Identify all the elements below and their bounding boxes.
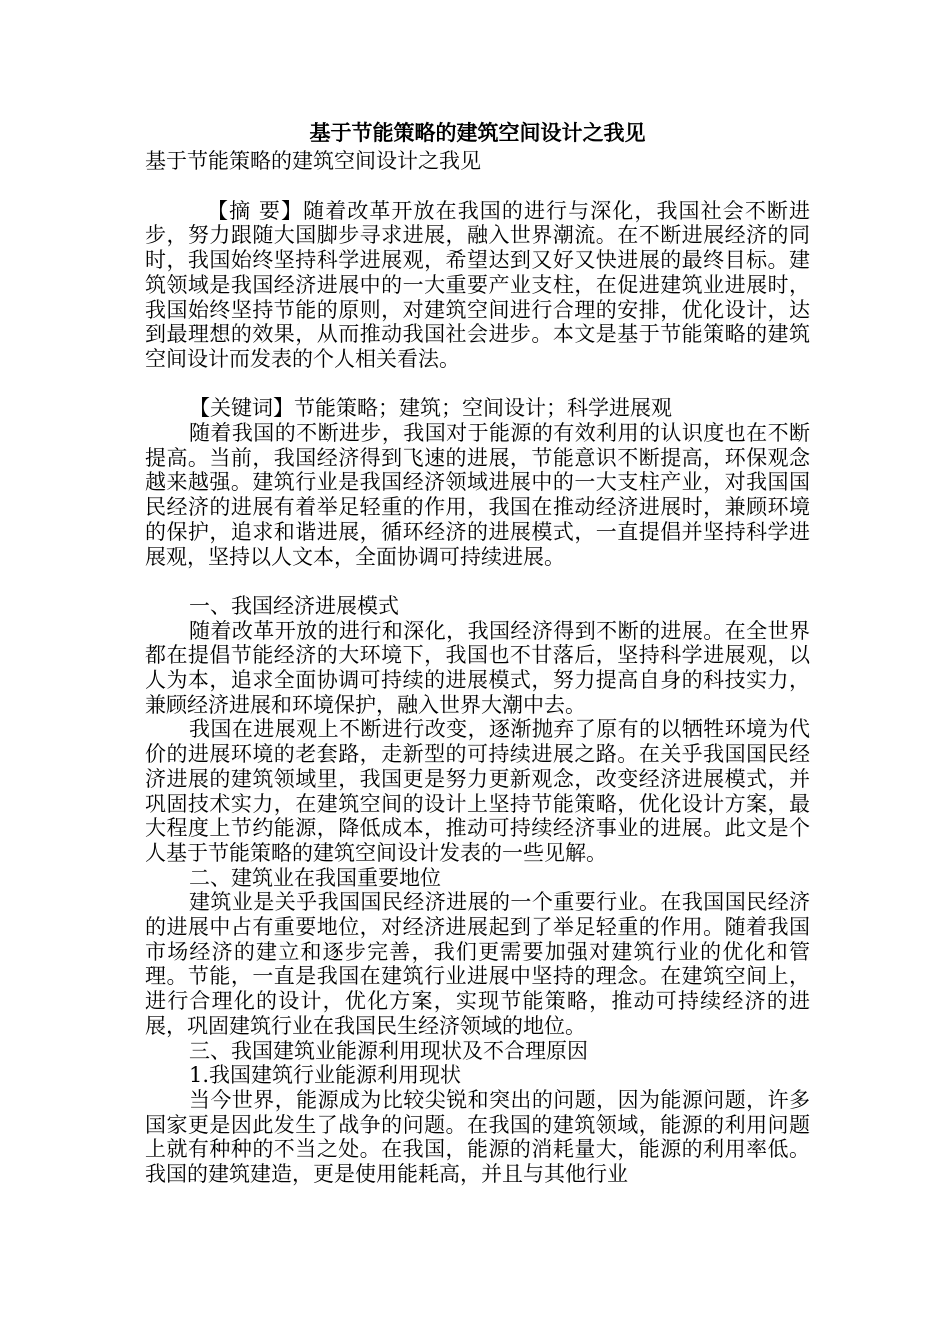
section-heading: 一、我国经济进展模式 [189,593,399,618]
document-subtitle: 基于节能策略的建筑空间设计之我见 [145,149,481,173]
section-heading: 三、我国建筑业能源利用现状及不合理原因 [189,1038,588,1063]
blank-line [145,372,810,397]
subsection-heading: 1.我国建筑行业能源利用现状 [189,1063,462,1088]
keywords-paragraph: 【关键词】节能策略；建筑；空间设计；科学进展观 [189,396,672,421]
intro-paragraph: 随着我国的不断进步，我国对于能源的有效利用的认识度也在不断提高。当前，我国经济得到飞速的进展，节能意识不断提高，环保观念越来越强。建筑行业是我国经济领域进展中的一大支柱产业，对我国国民经济的进展有着举足轻重的作用，我国在推动经济进展时，兼顾环境的保护，追求和谐进展，循环经济的进展模式，一直提倡并坚持科学进展观，坚持以人文本，全面协调可持续进展。 [145,421,810,569]
body-paragraph: 我国在进展观上不断进行改变，逐渐抛弃了原有的以牺牲环境为代价的进展环境的老套路，走新型的可持续进展之路。在关乎我国国民经济进展的建筑领域里，我国更是努力更新观念，改变经济进展模式，并巩固技术实力，在建筑空间的设计上坚持节能策略，优化设计方案，最大程度上节约能源，降低成本，推动可持续经济事业的进展。此文是个人基于节能策略的建筑空间设计发表的一些见解。 [145,717,810,865]
blank-line [145,569,810,594]
blank-line [145,174,810,199]
body-paragraph: 建筑业是关乎我国国民经济进展的一个重要行业。在我国国民经济的进展中占有重要地位，对经济进展起到了举足轻重的作用。随着我国市场经济的建立和逐步完善，我们更需要加强对建筑行业的优化和管理。节能，一直是我国在建筑行业进展中坚持的理念。在建筑空间上，进行合理化的设计，优化方案，实现节能策略，推动可持续经济的进展，巩固建筑行业在我国民生经济领域的地位。 [145,890,810,1038]
section-heading: 二、建筑业在我国重要地位 [189,865,441,890]
document-title: 基于节能策略的建筑空间设计之我见 [309,120,646,145]
abstract-paragraph: 【摘 要】随着改革开放在我国的进行与深化，我国社会不断进步，努力跟随大国脚步寻求进展，融入世界潮流。在不断进展经济的同时，我国始终坚持科学进展观，希望达到又好又快进展的最终目标。建筑领域是我国经济进展中的一大重要产业支柱，在促进建筑业进展时，我国始终坚持节能的原则，对建筑空间进行合理的安排，优化设计，达到最理想的效果，从而推动我国社会进步。本文是基于节能策略的建筑空间设计而发表的个人相关看法。 [145,198,810,371]
document-page [145,118,810,1187]
body-paragraph: 随着改革开放的进行和深化，我国经济得到不断的进展。在全世界都在提倡节能经济的大环境下，我国也不甘落后，坚持科学进展观，以人为本，追求全面协调可持续的进展模式，努力提高自身的科技实力，兼顾经济进展和环境保护，融入世界大潮中去。 [145,618,810,717]
body-paragraph: 当今世界，能源成为比较尖锐和突出的问题，因为能源问题，许多国家更是因此发生了战争的问题。在我国的建筑领域，能源的利用问题上就有种种的不当之处。在我国，能源的消耗量大，能源的利用率低。我国的建筑建造，更是使用能耗高，并且与其他行业 [145,1087,810,1187]
